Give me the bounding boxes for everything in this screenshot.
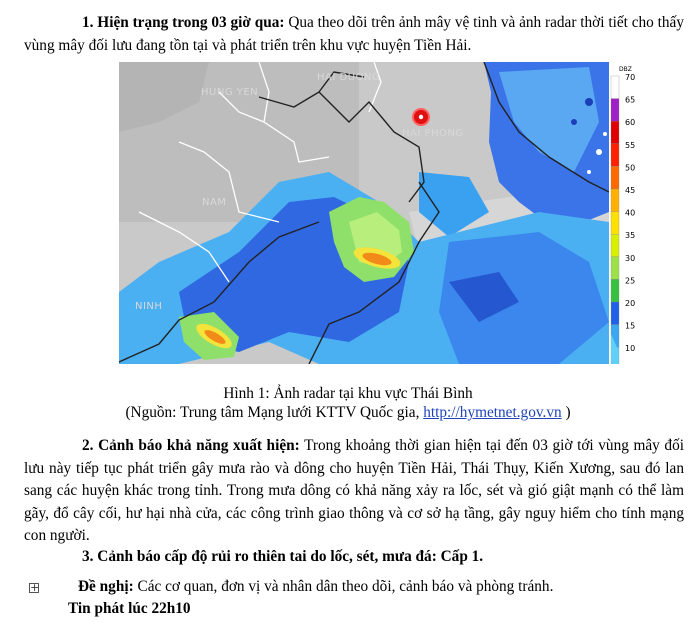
recommendation-paragraph xyxy=(78,576,678,599)
radar-station-icon xyxy=(413,109,429,125)
issued-time xyxy=(68,598,368,621)
legend-color-30 xyxy=(611,257,619,280)
place-label-hai-phong: HAI PHONG xyxy=(402,128,464,139)
section-3-paragraph xyxy=(82,546,682,569)
section-1-text: Qua theo dõi trên ảnh mây vệ tinh và ảnh radar thời tiết cho thấy vùng mây đối lưu đang tồn tại và phát triển trên khu vực huyện Tiền Hải. xyxy=(24,14,684,54)
legend-value-55: 55 xyxy=(625,140,636,150)
source-prefix: (Nguồn: Trung tâm Mạng lưới KTTV Quốc gia, xyxy=(125,404,420,421)
figure-source xyxy=(0,403,696,422)
place-label-hung-yen: HUNG YEN xyxy=(201,87,259,98)
section-1-heading: 1. Hiện trạng trong 03 giờ qua: xyxy=(82,14,285,31)
legend-value-65: 65 xyxy=(625,95,636,105)
legend-value-45: 45 xyxy=(625,186,636,195)
place-label-nam: NAM xyxy=(202,197,227,208)
legend-color-65 xyxy=(611,99,619,122)
legend-value-50: 50 xyxy=(625,163,636,173)
legend-color-25 xyxy=(611,279,619,302)
place-label-hai-duong: HAI DUONG xyxy=(317,72,381,83)
source-link[interactable]: http://hymetnet.gov.vn xyxy=(423,404,562,421)
legend-color-60 xyxy=(611,121,619,144)
legend-value-20: 20 xyxy=(625,299,636,308)
legend-color-50 xyxy=(611,166,619,189)
place-label-ninh: NINH xyxy=(135,301,163,312)
legend-color-40 xyxy=(611,212,619,235)
dbz-legend xyxy=(609,62,643,364)
figure-caption: Hình 1: Ảnh radar tại khu vực Thái Bình xyxy=(223,385,473,402)
radar-image xyxy=(119,62,643,364)
move-handle-icon[interactable]: + xyxy=(30,581,40,594)
recommendation-label: Đề nghị: xyxy=(78,578,134,595)
section-2-heading: 2. Cảnh báo khả năng xuất hiện: xyxy=(82,437,300,454)
legend-color-20 xyxy=(611,302,619,325)
legend-value-40: 40 xyxy=(625,208,636,218)
section-1-paragraph xyxy=(24,12,684,57)
legend-color-70 xyxy=(611,76,619,99)
legend-value-10: 10 xyxy=(625,344,636,354)
section-3-heading: 3. Cảnh báo cấp độ rủi ro thiên tai do lốc, sét, mưa đá: Cấp 1. xyxy=(82,548,484,565)
legend-color-55 xyxy=(611,144,619,167)
recommendation-text: Các cơ quan, đơn vị và nhân dân theo dõi, cảnh báo và phòng tránh. xyxy=(137,578,554,595)
legend-value-30: 30 xyxy=(625,253,636,263)
section-2-paragraph xyxy=(24,435,684,548)
legend-color-35 xyxy=(611,234,619,257)
legend-value-15: 15 xyxy=(625,321,636,331)
legend-value-60: 60 xyxy=(625,118,636,128)
source-suffix: ) xyxy=(565,404,571,421)
section-2-text: Trong khoảng thời gian hiện tại đến 03 giờ tới vùng mây đối lưu này tiếp tục phát triển gây mưa rào và dông cho huyện Tiền Hải, Thái Thụy, Kiến Xương, sau đó lan sang các huyện khác trong tỉnh. Trong mưa dông có khả năng xảy ra lốc, sét và gió giật mạnh có thể làm gãy, đổ cây cối, hư hại nhà cửa, các công trình giao thông và cơ sở hạ tầng, gây nguy hiểm cho tính mạng con người. xyxy=(24,437,684,544)
issued-time-text: Tin phát lúc 22h10 xyxy=(68,600,191,617)
legend-unit: DBZ xyxy=(619,66,632,73)
legend-color-45 xyxy=(611,189,619,212)
legend-value-35: 35 xyxy=(625,231,636,241)
legend-value-25: 25 xyxy=(625,276,636,286)
legend-value-70: 70 xyxy=(625,73,636,82)
